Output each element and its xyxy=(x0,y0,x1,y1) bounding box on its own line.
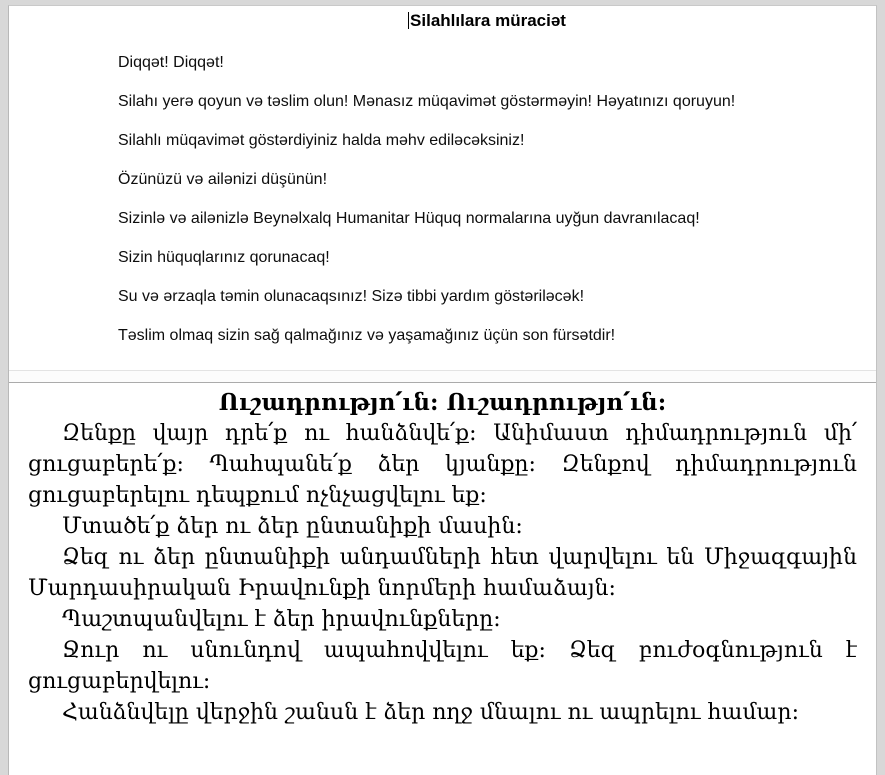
paragraph: Təslim olmaq sizin sağ qalmağınız və yaşamağınız üçün son fürsətdir! xyxy=(118,327,616,344)
paragraph: Հանձնվելը վերջին շանսն է ձեր ողջ մնալու ու ապրելու համար: xyxy=(62,700,800,725)
paragraph: Պաշտպանվելու է ձեր իրավունքները: xyxy=(62,607,501,632)
paragraph: Sizinlə və ailənizlə Beynəlxalq Humanitar Hüquq normalarına uyğun davranılacaq! xyxy=(118,210,700,227)
paragraph: Ձեզ ու ձեր ընտանիքի անդամների հետ վարվելու են Միջազգային Մարդասիրական Իրավունքի նորմերի համաձայն: xyxy=(28,545,857,601)
azerbaijani-title-text: Silahlılara müraciət xyxy=(410,11,566,30)
azerbaijani-section[interactable] xyxy=(9,6,876,371)
paragraph: Sizin hüquqlarınız qorunacaq! xyxy=(118,249,330,266)
paragraph: Զենքը վայր դրե՛ք ու հանձնվե՛ք: Անիմաստ դիմադրություն մի՛ ցուցաբերե՛ք: Պահպանե՛ք ձեր կյանքը: Զենքով դիմադրություն ցուցաբերելու դեպքում ոչնչացվելու եք: xyxy=(28,421,857,508)
paragraph: Ջուր ու սնունդով ապահովվելու եք: Ձեզ բուժօգնություն է ցուցաբերվելու: xyxy=(28,638,857,694)
azerbaijani-title xyxy=(118,11,856,30)
paragraph: Özünüzü və ailənizi düşünün! xyxy=(118,171,328,188)
armenian-section[interactable] xyxy=(9,383,876,728)
section-divider xyxy=(9,371,876,383)
armenian-title: Ուշադրությո՛ւն: Ուշադրությո՛ւն: xyxy=(218,389,667,416)
azerbaijani-body xyxy=(118,53,856,345)
document-page[interactable] xyxy=(8,5,877,775)
text-cursor-caret xyxy=(408,12,409,29)
paragraph: Silahlı müqavimət göstərdiyiniz halda məhv ediləcəksiniz! xyxy=(118,132,525,149)
paragraph: Մտածե՛ք ձեր ու ձեր ընտանիքի մասին: xyxy=(62,514,523,539)
paragraph: Diqqət! Diqqət! xyxy=(118,54,224,71)
paragraph: Silahı yerə qoyun və təslim olun! Mənasız müqavimət göstərməyin! Həyatınızı qoruyun! xyxy=(118,93,736,110)
paragraph: Su və ərzaqla təmin olunacaqsınız! Sizə tibbi yardım göstəriləcək! xyxy=(118,288,585,305)
armenian-body xyxy=(28,418,857,728)
